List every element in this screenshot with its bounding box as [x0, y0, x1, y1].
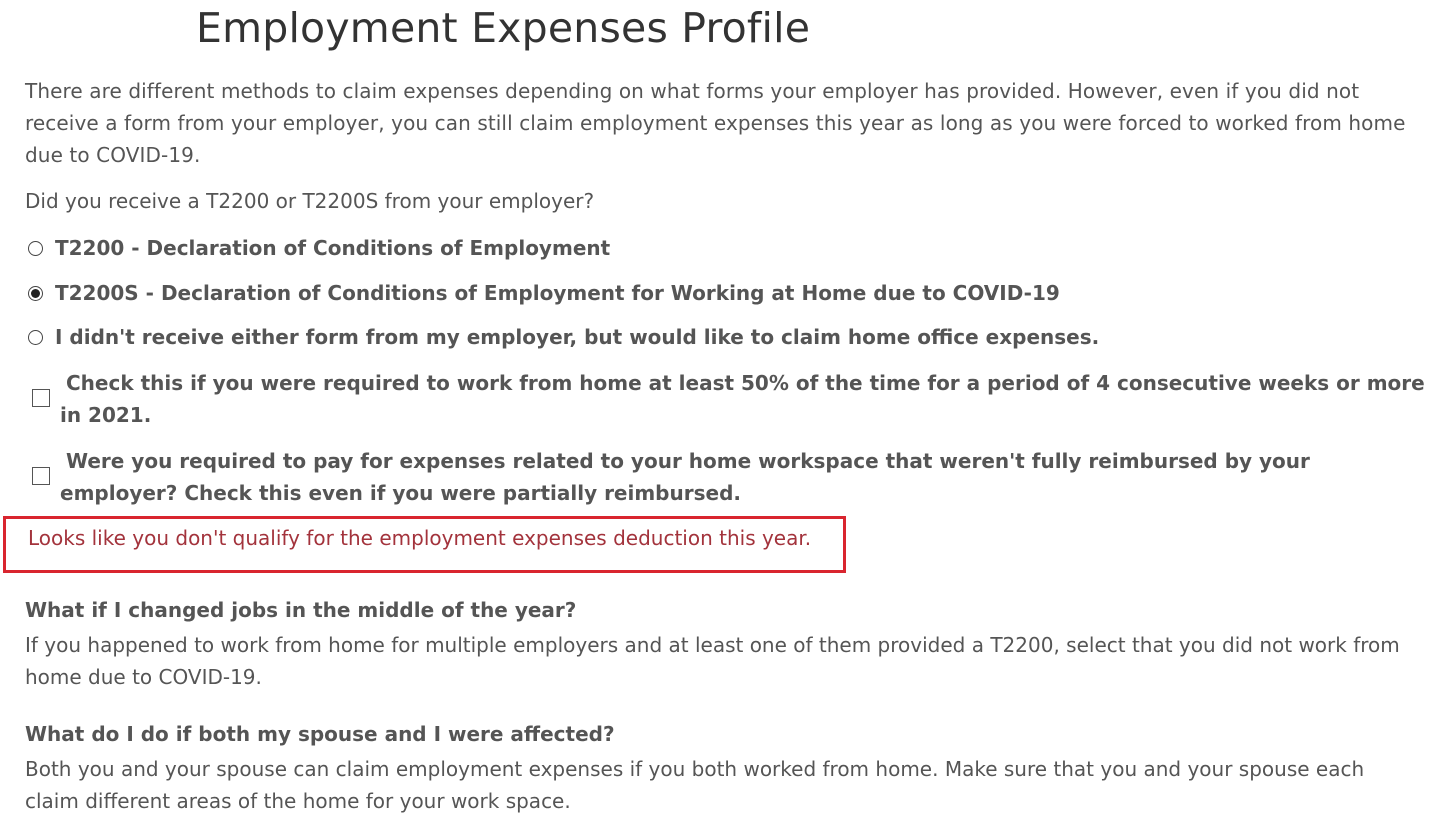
checkbox-row-wfh-50-percent[interactable]: [32, 367, 1425, 431]
option-t2200s[interactable]: [28, 281, 1060, 305]
faq-question-spouse: What do I do if both my spouse and I were affected?: [25, 722, 615, 746]
radio-no-form[interactable]: [28, 330, 43, 345]
checkbox-row-unreimbursed-expenses[interactable]: [32, 445, 1425, 509]
intro-text: There are different methods to claim expenses depending on what forms your employer has provided. However, even if you did not receive a form from your employer, you can still claim employment expenses this year as long as you were forced to worked from home due to COVID-19.: [25, 79, 1406, 167]
option-t2200-label: T2200 - Declaration of Conditions of Employment: [55, 236, 611, 260]
option-no-form[interactable]: [28, 325, 1099, 349]
radio-t2200[interactable]: [28, 241, 43, 256]
page-title: Employment Expenses Profile: [196, 4, 811, 52]
eligibility-alert: [3, 516, 846, 573]
faq-question-changed-jobs: What if I changed jobs in the middle of the year?: [25, 598, 577, 622]
faq-answer-spouse: Both you and your spouse can claim employment expenses if you both worked from home. Make sure that you and your spouse each claim different areas of the home for your work space.: [25, 757, 1365, 813]
option-no-form-label: I didn't receive either form from my employer, but would like to claim home office expenses.: [55, 325, 1100, 349]
form-question: Did you receive a T2200 or T2200S from your employer?: [25, 189, 595, 213]
checkbox-unreimbursed-expenses[interactable]: [32, 467, 50, 485]
option-t2200[interactable]: [28, 236, 610, 260]
checkbox-unreimbursed-expenses-label: Were you required to pay for expenses related to your home workspace that weren't fully reimbursed by your employer? Check this even if you were partially reimbursed.: [60, 449, 1310, 505]
checkbox-wfh-50-percent-label: Check this if you were required to work from home at least 50% of the time for a period of 4 consecutive weeks or more in 2021.: [60, 371, 1425, 427]
eligibility-alert-message: Looks like you don't qualify for the employment expenses deduction this year.: [28, 526, 812, 550]
checkbox-wfh-50-percent[interactable]: [32, 389, 50, 407]
radio-t2200s[interactable]: [28, 286, 43, 301]
option-t2200s-label: T2200S - Declaration of Conditions of Employment for Working at Home due to COVID-19: [55, 281, 1060, 305]
faq-answer-changed-jobs: If you happened to work from home for multiple employers and at least one of them provided a T2200, select that you did not work from home due to COVID-19.: [25, 633, 1400, 689]
